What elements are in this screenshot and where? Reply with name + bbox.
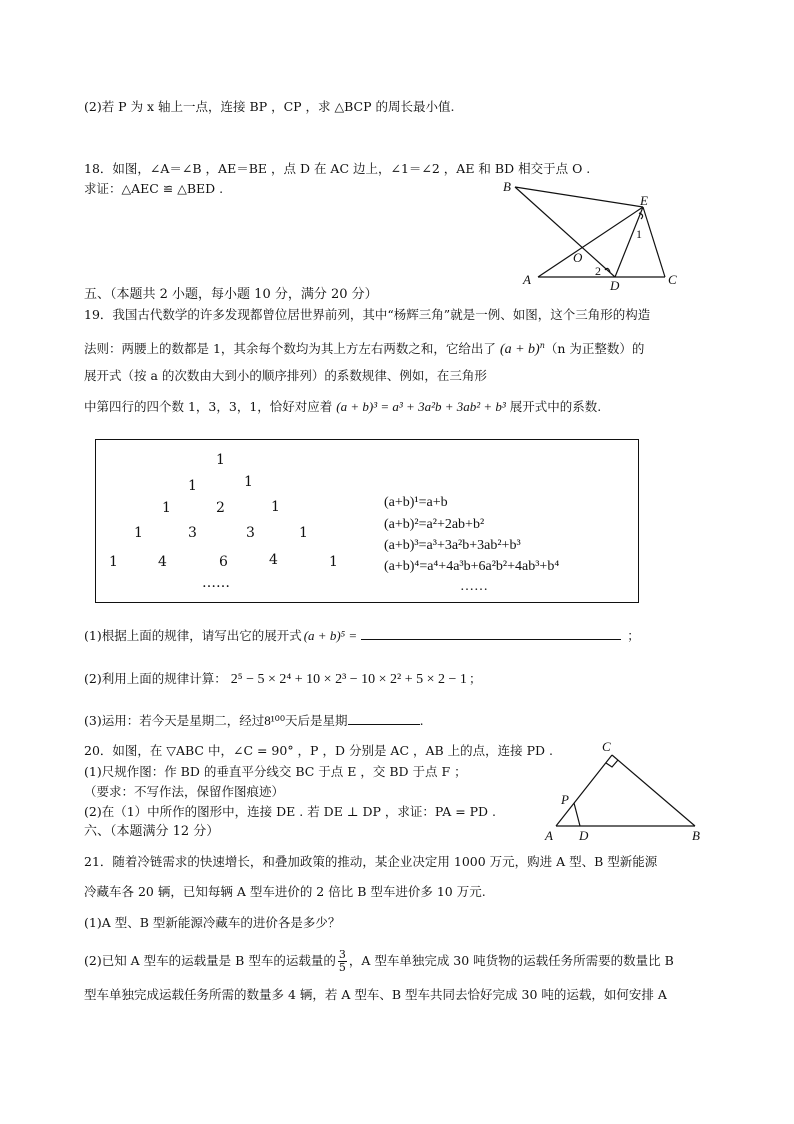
label-B: B xyxy=(692,828,700,843)
q20-statement: 20．如图，在 ▽ABC 中，∠C = 90° ，P ，D 分别是 AC ，AB 上的点，连接 PD . xyxy=(84,743,554,758)
q19-part3-text: (3)运用：若今天是星期二，经过 xyxy=(84,713,265,728)
q19-part1-semicolon: ； xyxy=(627,628,640,643)
q18-proof-goal: 求证：△AEC ≌ △BED . xyxy=(84,181,224,196)
label-C: C xyxy=(602,739,611,754)
tri-r3-c2: 2 xyxy=(216,500,225,516)
section-6-heading: 六、（本题满分 12 分） xyxy=(84,824,220,839)
q19-line4-tail: 展开式中的系数. xyxy=(505,399,602,414)
tri-r3-c3: 1 xyxy=(271,499,280,515)
q21-line2: 冷藏车各 20 辆，已知每辆 A 型车进价的 2 倍比 B 型车进价多 10 万元. xyxy=(84,884,486,899)
q19-part1-expr: (a + b)⁵ = xyxy=(303,628,358,643)
q21-part2-text: (2)已知 A 型车的运载量是 B 型车的运载量的 xyxy=(84,953,336,968)
label-E: E xyxy=(640,193,648,208)
q21-part2-cont: 型车单独完成运载任务所需的数量多 4 辆，若 A 型车、B 型车共同去恰好完成 30 吨的运载，如何安排 A xyxy=(84,987,667,1002)
q19-example-expansion: (a + b)³ = a³ + 3a²b + 3ab² + b³ xyxy=(336,399,506,414)
q18-statement: 18．如图，∠A＝∠B ，AE＝BE ，点 D 在 AC 边上，∠1＝∠2 ，AE 和 BD 相交于点 O . xyxy=(84,161,591,176)
q21-fraction xyxy=(338,949,347,974)
label-angle-2: 2 xyxy=(595,264,601,278)
q20-part1: (1)尺规作图：作 BD 的垂直平分线交 BC 于点 E ，交 BD 于点 F ； xyxy=(84,764,467,779)
tri-r4-c2: 3 xyxy=(188,525,197,541)
tri-dots: …… xyxy=(202,575,230,591)
q19-part2-semicolon: ； xyxy=(468,671,482,686)
tri-r4-c4: 1 xyxy=(299,525,308,541)
tri-r5-c2: 4 xyxy=(158,554,167,570)
tri-r4-c1: 1 xyxy=(134,525,143,541)
q19-part1-answer-blank[interactable] xyxy=(361,639,621,640)
fraction-numerator: 3 xyxy=(338,948,346,961)
q19-line1: 19．我国古代数学的许多发现都曾位居世界前列，其中“杨辉三角”就是一例、如图，这个三角形的构造 xyxy=(84,307,651,322)
q19-part3-period: . xyxy=(419,713,424,728)
tri-r2-c1: 1 xyxy=(188,478,197,494)
expansion-3: (a+b)³=a³+3a²b+3ab²+b³ xyxy=(384,538,521,553)
q19-line4-text: 中第四行的四个数 1，3，3，1，恰好对应着 xyxy=(84,399,333,414)
q19-part1 xyxy=(84,627,640,645)
pascal-box xyxy=(95,439,639,603)
q19-part3-answer-blank[interactable] xyxy=(348,724,420,725)
fraction-denominator: 5 xyxy=(338,961,346,974)
q19-part2 xyxy=(84,670,481,689)
label-P: P xyxy=(561,792,569,807)
label-D: D xyxy=(579,828,589,843)
label-B: B xyxy=(503,180,511,194)
tri-r5-c1: 1 xyxy=(109,554,118,570)
q17-part2: (2)若 P 为 x 轴上一点，连接 BP ，CP ，求 △BCP 的周长最小值. xyxy=(84,99,455,114)
q20-requirement: （要求：不写作法，保留作图痕迹） xyxy=(84,784,285,799)
label-O: O xyxy=(573,250,583,265)
q19-part3 xyxy=(84,712,424,730)
tri-r5-c4: 4 xyxy=(269,552,278,568)
q19-part1-text: (1)根据上面的规律，请写出它的展开式 xyxy=(84,628,302,643)
expansion-1: (a+b)¹=a+b xyxy=(384,495,448,510)
tri-r3-c1: 1 xyxy=(162,500,171,516)
q20-figure xyxy=(540,738,710,848)
q19-part2-expr: 2⁵ − 5 × 2⁴ + 10 × 2³ − 10 × 2² + 5 × 2 − 1 xyxy=(230,672,467,687)
q20-part2: (2)在（1）中所作的图形中，连接 DE . 若 DE ⊥ DP ，求证：PA = PD . xyxy=(84,804,497,819)
label-A: A xyxy=(545,828,553,843)
q19-binomial: (a + b) xyxy=(499,342,540,358)
q19-line3: 展开式（按 a 的次数由大到小的顺序排列）的系数规律、例如，在三角形 xyxy=(84,368,487,383)
label-angle-1: 1 xyxy=(636,227,642,241)
q18-figure xyxy=(500,180,700,295)
label-C: C xyxy=(668,272,677,287)
tri-r2-c2: 1 xyxy=(244,474,253,490)
tri-r5-c5: 1 xyxy=(329,554,338,570)
section-5-heading: 五、（本题共 2 小题，每小题 10 分，满分 20 分） xyxy=(84,287,378,302)
q21-part1: (1)A 型、B 型新能源冷藏车的进价各是多少？ xyxy=(84,915,341,930)
q19-line2 xyxy=(84,337,644,359)
q19-part3-power: 8¹⁰⁰ xyxy=(264,713,286,728)
q21-part2-text2: ，A 型车单独完成 30 吨货物的运载任务所需要的数量比 B xyxy=(348,953,674,968)
tri-r1-c1: 1 xyxy=(216,452,225,468)
q21-part2 xyxy=(84,946,674,976)
q19-part3-text2: 天后是星期 xyxy=(285,713,348,728)
tri-r5-c3: 6 xyxy=(219,554,228,570)
q19-exponent-n: n xyxy=(539,341,545,350)
q19-line4 xyxy=(84,398,601,416)
label-D: D xyxy=(610,278,620,293)
q19-line2-tail: （n 为正整数）的 xyxy=(544,341,645,357)
label-A: A xyxy=(523,272,531,287)
q19-part2-text: (2)利用上面的规律计算： xyxy=(84,671,227,686)
expansion-2: (a+b)²=a²+2ab+b² xyxy=(384,517,485,532)
q21-line1: 21．随着冷链需求的快速增长，和叠加政策的推动，某企业决定用 1000 万元，购进 A 型、B 型新能源 xyxy=(84,854,658,869)
q19-line2-text: 法则：两腰上的数都是 1，其余每个数均为其上方左右两数之和，它给出了 xyxy=(84,341,496,357)
expansion-dots: …… xyxy=(460,579,488,594)
expansion-4: (a+b)⁴=a⁴+4a³b+6a²b²+4ab³+b⁴ xyxy=(384,559,560,574)
tri-r4-c3: 3 xyxy=(246,525,255,541)
